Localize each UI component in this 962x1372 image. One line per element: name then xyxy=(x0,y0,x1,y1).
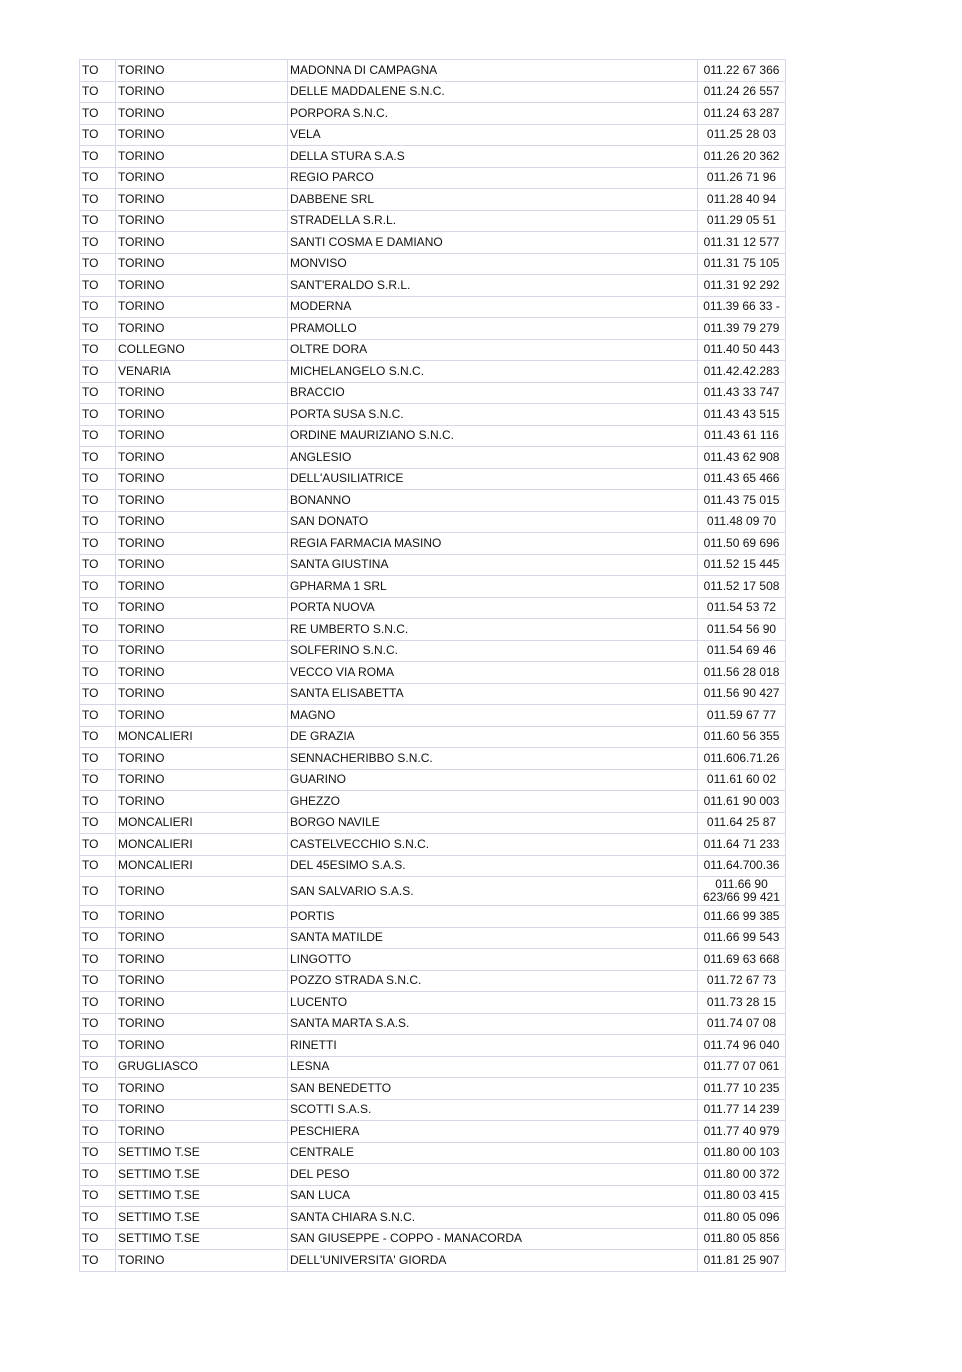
pharmacy-name-cell: DE GRAZIA xyxy=(288,726,698,748)
phone-cell: 011.77 14 239 xyxy=(698,1099,786,1121)
city-cell: SETTIMO T.SE xyxy=(116,1164,288,1186)
phone-cell: 011.43 62 908 xyxy=(698,447,786,469)
phone-cell: 011.606.71.26 xyxy=(698,748,786,770)
pharmacy-name-cell: SCOTTI S.A.S. xyxy=(288,1099,698,1121)
table-row xyxy=(80,554,786,576)
table-row xyxy=(80,382,786,404)
table-row xyxy=(80,1121,786,1143)
city-cell: TORINO xyxy=(116,404,288,426)
pharmacy-name-cell: MODERNA xyxy=(288,296,698,318)
phone-cell: 011.54 53 72 xyxy=(698,597,786,619)
province-cell: TO xyxy=(80,812,116,834)
city-cell: TORINO xyxy=(116,167,288,189)
table-row xyxy=(80,992,786,1014)
province-cell: TO xyxy=(80,1207,116,1229)
table-row xyxy=(80,949,786,971)
city-cell: TORINO xyxy=(116,468,288,490)
table-row xyxy=(80,339,786,361)
province-cell: TO xyxy=(80,619,116,641)
province-cell: TO xyxy=(80,339,116,361)
pharmacy-name-cell: SAN LUCA xyxy=(288,1185,698,1207)
city-cell: TORINO xyxy=(116,1099,288,1121)
table-row xyxy=(80,748,786,770)
province-cell: TO xyxy=(80,447,116,469)
province-cell: TO xyxy=(80,490,116,512)
city-cell: SETTIMO T.SE xyxy=(116,1228,288,1250)
pharmacy-name-cell: PRAMOLLO xyxy=(288,318,698,340)
province-cell: TO xyxy=(80,210,116,232)
city-cell: TORINO xyxy=(116,146,288,168)
city-cell: TORINO xyxy=(116,705,288,727)
phone-cell: 011.56 28 018 xyxy=(698,662,786,684)
province-cell: TO xyxy=(80,705,116,727)
phone-cell: 011.43 61 116 xyxy=(698,425,786,447)
pharmacy-name-cell: DEL PESO xyxy=(288,1164,698,1186)
table-row xyxy=(80,490,786,512)
city-cell: TORINO xyxy=(116,877,288,906)
city-cell: TORINO xyxy=(116,124,288,146)
city-cell: TORINO xyxy=(116,382,288,404)
pharmacy-name-cell: LUCENTO xyxy=(288,992,698,1014)
pharmacy-name-cell: PORTIS xyxy=(288,906,698,928)
province-cell: TO xyxy=(80,1099,116,1121)
pharmacy-name-cell: GUARINO xyxy=(288,769,698,791)
pharmacy-name-cell: BONANNO xyxy=(288,490,698,512)
province-cell: TO xyxy=(80,906,116,928)
province-cell: TO xyxy=(80,1035,116,1057)
pharmacy-name-cell: SANT'ERALDO S.R.L. xyxy=(288,275,698,297)
phone-cell: 011.77 07 061 xyxy=(698,1056,786,1078)
province-cell: TO xyxy=(80,1013,116,1035)
pharmacy-name-cell: RE UMBERTO S.N.C. xyxy=(288,619,698,641)
phone-cell: 011.22 67 366 xyxy=(698,60,786,82)
table-row xyxy=(80,726,786,748)
table-row xyxy=(80,1142,786,1164)
table-row xyxy=(80,81,786,103)
table-row xyxy=(80,855,786,877)
phone-cell: 011.54 56 90 xyxy=(698,619,786,641)
pharmacy-name-cell: PORTA NUOVA xyxy=(288,597,698,619)
phone-cell: 011.54 69 46 xyxy=(698,640,786,662)
city-cell: TORINO xyxy=(116,1250,288,1272)
table-row xyxy=(80,189,786,211)
phone-cell: 011.56 90 427 xyxy=(698,683,786,705)
pharmacy-name-cell: SAN SALVARIO S.A.S. xyxy=(288,877,698,906)
pharmacy-name-cell: ANGLESIO xyxy=(288,447,698,469)
pharmacy-name-cell: BRACCIO xyxy=(288,382,698,404)
province-cell: TO xyxy=(80,834,116,856)
province-cell: TO xyxy=(80,597,116,619)
table-row xyxy=(80,576,786,598)
pharmacy-name-cell: OLTRE DORA xyxy=(288,339,698,361)
phone-cell: 011.72 67 73 xyxy=(698,970,786,992)
phone-cell: 011.61 60 02 xyxy=(698,769,786,791)
table-row xyxy=(80,232,786,254)
phone-cell: 011.48 09 70 xyxy=(698,511,786,533)
phone-cell: 011.43 75 015 xyxy=(698,490,786,512)
city-cell: TORINO xyxy=(116,597,288,619)
province-cell: TO xyxy=(80,927,116,949)
province-cell: TO xyxy=(80,404,116,426)
province-cell: TO xyxy=(80,949,116,971)
phone-cell: 011.43 33 747 xyxy=(698,382,786,404)
table-row xyxy=(80,511,786,533)
table-row xyxy=(80,640,786,662)
city-cell: MONCALIERI xyxy=(116,812,288,834)
city-cell: TORINO xyxy=(116,554,288,576)
pharmacy-name-cell: PORPORA S.N.C. xyxy=(288,103,698,125)
table-row xyxy=(80,1078,786,1100)
phone-cell: 011.66 90 623/66 99 421 xyxy=(698,877,786,906)
pharmacy-name-cell: REGIA FARMACIA MASINO xyxy=(288,533,698,555)
phone-cell: 011.74 07 08 xyxy=(698,1013,786,1035)
city-cell: TORINO xyxy=(116,683,288,705)
pharmacy-name-cell: SAN GIUSEPPE - COPPO - MANACORDA xyxy=(288,1228,698,1250)
table-row xyxy=(80,791,786,813)
phone-cell: 011.60 56 355 xyxy=(698,726,786,748)
pharmacy-name-cell: DELLA STURA S.A.S xyxy=(288,146,698,168)
city-cell: MONCALIERI xyxy=(116,726,288,748)
phone-cell: 011.66 99 543 xyxy=(698,927,786,949)
table-row xyxy=(80,597,786,619)
province-cell: TO xyxy=(80,1228,116,1250)
table-row xyxy=(80,877,786,906)
pharmacy-name-cell: DELLE MADDALENE S.N.C. xyxy=(288,81,698,103)
phone-cell: 011.43 65 466 xyxy=(698,468,786,490)
province-cell: TO xyxy=(80,855,116,877)
pharmacy-name-cell: VECCO VIA ROMA xyxy=(288,662,698,684)
province-cell: TO xyxy=(80,970,116,992)
phone-cell: 011.39 66 33 - xyxy=(698,296,786,318)
table-row xyxy=(80,103,786,125)
table-row xyxy=(80,1035,786,1057)
table-row xyxy=(80,1164,786,1186)
province-cell: TO xyxy=(80,554,116,576)
province-cell: TO xyxy=(80,253,116,275)
pharmacy-name-cell: LINGOTTO xyxy=(288,949,698,971)
province-cell: TO xyxy=(80,361,116,383)
province-cell: TO xyxy=(80,877,116,906)
table-row xyxy=(80,275,786,297)
table-row xyxy=(80,318,786,340)
province-cell: TO xyxy=(80,748,116,770)
pharmacy-name-cell: SANTA MARTA S.A.S. xyxy=(288,1013,698,1035)
city-cell: TORINO xyxy=(116,1121,288,1143)
pharmacy-name-cell: SANTA MATILDE xyxy=(288,927,698,949)
city-cell: TORINO xyxy=(116,253,288,275)
pharmacy-name-cell: MAGNO xyxy=(288,705,698,727)
city-cell: VENARIA xyxy=(116,361,288,383)
table-row xyxy=(80,1250,786,1272)
province-cell: TO xyxy=(80,683,116,705)
table-row xyxy=(80,253,786,275)
province-cell: TO xyxy=(80,791,116,813)
province-cell: TO xyxy=(80,124,116,146)
city-cell: TORINO xyxy=(116,662,288,684)
pharmacy-name-cell: BORGO NAVILE xyxy=(288,812,698,834)
phone-cell: 011.81 25 907 xyxy=(698,1250,786,1272)
phone-cell: 011.80 00 103 xyxy=(698,1142,786,1164)
province-cell: TO xyxy=(80,275,116,297)
pharmacy-name-cell: SANTI COSMA E DAMIANO xyxy=(288,232,698,254)
province-cell: TO xyxy=(80,425,116,447)
pharmacy-table xyxy=(79,59,786,1272)
table-row xyxy=(80,662,786,684)
phone-cell: 011.61 90 003 xyxy=(698,791,786,813)
city-cell: MONCALIERI xyxy=(116,834,288,856)
pharmacy-name-cell: GPHARMA 1 SRL xyxy=(288,576,698,598)
pharmacy-name-cell: SAN BENEDETTO xyxy=(288,1078,698,1100)
table-row xyxy=(80,1099,786,1121)
pharmacy-name-cell: CASTELVECCHIO S.N.C. xyxy=(288,834,698,856)
pharmacy-name-cell: LESNA xyxy=(288,1056,698,1078)
table-row xyxy=(80,683,786,705)
pharmacy-name-cell: MONVISO xyxy=(288,253,698,275)
province-cell: TO xyxy=(80,60,116,82)
city-cell: TORINO xyxy=(116,1078,288,1100)
province-cell: TO xyxy=(80,511,116,533)
city-cell: GRUGLIASCO xyxy=(116,1056,288,1078)
city-cell: TORINO xyxy=(116,1035,288,1057)
pharmacy-name-cell: SANTA CHIARA S.N.C. xyxy=(288,1207,698,1229)
city-cell: SETTIMO T.SE xyxy=(116,1142,288,1164)
phone-cell: 011.80 05 856 xyxy=(698,1228,786,1250)
province-cell: TO xyxy=(80,103,116,125)
table-row xyxy=(80,1056,786,1078)
phone-cell: 011.77 40 979 xyxy=(698,1121,786,1143)
province-cell: TO xyxy=(80,1164,116,1186)
phone-cell: 011.74 96 040 xyxy=(698,1035,786,1057)
table-row xyxy=(80,146,786,168)
city-cell: TORINO xyxy=(116,425,288,447)
city-cell: TORINO xyxy=(116,103,288,125)
table-row xyxy=(80,619,786,641)
phone-cell: 011.66 99 385 xyxy=(698,906,786,928)
pharmacy-name-cell: VELA xyxy=(288,124,698,146)
province-cell: TO xyxy=(80,1142,116,1164)
table-row xyxy=(80,970,786,992)
city-cell: TORINO xyxy=(116,275,288,297)
phone-cell: 011.31 12 577 xyxy=(698,232,786,254)
phone-cell: 011.40 50 443 xyxy=(698,339,786,361)
pharmacy-name-cell: CENTRALE xyxy=(288,1142,698,1164)
city-cell: TORINO xyxy=(116,318,288,340)
pharmacy-name-cell: MICHELANGELO S.N.C. xyxy=(288,361,698,383)
phone-cell: 011.31 92 292 xyxy=(698,275,786,297)
province-cell: TO xyxy=(80,769,116,791)
city-cell: SETTIMO T.SE xyxy=(116,1185,288,1207)
phone-cell: 011.59 67 77 xyxy=(698,705,786,727)
table-row xyxy=(80,404,786,426)
city-cell: TORINO xyxy=(116,1013,288,1035)
phone-cell: 011.28 40 94 xyxy=(698,189,786,211)
city-cell: TORINO xyxy=(116,640,288,662)
pharmacy-name-cell: DEL 45ESIMO S.A.S. xyxy=(288,855,698,877)
city-cell: TORINO xyxy=(116,949,288,971)
city-cell: TORINO xyxy=(116,970,288,992)
province-cell: TO xyxy=(80,1185,116,1207)
table-row xyxy=(80,60,786,82)
city-cell: TORINO xyxy=(116,447,288,469)
province-cell: TO xyxy=(80,468,116,490)
province-cell: TO xyxy=(80,726,116,748)
phone-cell: 011.77 10 235 xyxy=(698,1078,786,1100)
city-cell: TORINO xyxy=(116,748,288,770)
pharmacy-name-cell: POZZO STRADA S.N.C. xyxy=(288,970,698,992)
table-row xyxy=(80,906,786,928)
phone-cell: 011.43 43 515 xyxy=(698,404,786,426)
phone-cell: 011.73 28 15 xyxy=(698,992,786,1014)
phone-cell: 011.26 20 362 xyxy=(698,146,786,168)
table-row xyxy=(80,834,786,856)
city-cell: TORINO xyxy=(116,511,288,533)
pharmacy-name-cell: SENNACHERIBBO S.N.C. xyxy=(288,748,698,770)
city-cell: TORINO xyxy=(116,927,288,949)
city-cell: TORINO xyxy=(116,992,288,1014)
pharmacy-name-cell: REGIO PARCO xyxy=(288,167,698,189)
pharmacy-name-cell: DABBENE SRL xyxy=(288,189,698,211)
province-cell: TO xyxy=(80,1250,116,1272)
pharmacy-name-cell: SANTA GIUSTINA xyxy=(288,554,698,576)
phone-cell: 011.69 63 668 xyxy=(698,949,786,971)
phone-cell: 011.80 03 415 xyxy=(698,1185,786,1207)
province-cell: TO xyxy=(80,382,116,404)
city-cell: TORINO xyxy=(116,232,288,254)
phone-cell: 011.80 00 372 xyxy=(698,1164,786,1186)
pharmacy-name-cell: RINETTI xyxy=(288,1035,698,1057)
province-cell: TO xyxy=(80,167,116,189)
table-row xyxy=(80,124,786,146)
province-cell: TO xyxy=(80,318,116,340)
table-row xyxy=(80,425,786,447)
table-row xyxy=(80,468,786,490)
phone-cell: 011.64 25 87 xyxy=(698,812,786,834)
table-row xyxy=(80,210,786,232)
phone-cell: 011.52 17 508 xyxy=(698,576,786,598)
phone-cell: 011.29 05 51 xyxy=(698,210,786,232)
city-cell: SETTIMO T.SE xyxy=(116,1207,288,1229)
phone-cell: 011.64.700.36 xyxy=(698,855,786,877)
table-row xyxy=(80,1013,786,1035)
phone-cell: 011.52 15 445 xyxy=(698,554,786,576)
province-cell: TO xyxy=(80,1078,116,1100)
city-cell: COLLEGNO xyxy=(116,339,288,361)
table-row xyxy=(80,296,786,318)
city-cell: TORINO xyxy=(116,791,288,813)
province-cell: TO xyxy=(80,992,116,1014)
province-cell: TO xyxy=(80,640,116,662)
table-row xyxy=(80,769,786,791)
pharmacy-name-cell: GHEZZO xyxy=(288,791,698,813)
phone-cell: 011.24 63 287 xyxy=(698,103,786,125)
city-cell: TORINO xyxy=(116,210,288,232)
pharmacy-name-cell: SAN DONATO xyxy=(288,511,698,533)
table-row xyxy=(80,812,786,834)
pharmacy-name-cell: DELL'UNIVERSITA' GIORDA xyxy=(288,1250,698,1272)
province-cell: TO xyxy=(80,189,116,211)
pharmacy-name-cell: STRADELLA S.R.L. xyxy=(288,210,698,232)
table-row xyxy=(80,533,786,555)
table-row xyxy=(80,1185,786,1207)
city-cell: TORINO xyxy=(116,906,288,928)
province-cell: TO xyxy=(80,662,116,684)
pharmacy-name-cell: PORTA SUSA S.N.C. xyxy=(288,404,698,426)
table-row xyxy=(80,447,786,469)
phone-cell: 011.26 71 96 xyxy=(698,167,786,189)
phone-cell: 011.42.42.283 xyxy=(698,361,786,383)
province-cell: TO xyxy=(80,576,116,598)
table-row xyxy=(80,1207,786,1229)
table-row xyxy=(80,361,786,383)
city-cell: TORINO xyxy=(116,490,288,512)
pharmacy-name-cell: SANTA ELISABETTA xyxy=(288,683,698,705)
city-cell: TORINO xyxy=(116,60,288,82)
table-row xyxy=(80,705,786,727)
table-body xyxy=(80,60,786,1272)
table-row xyxy=(80,1228,786,1250)
city-cell: TORINO xyxy=(116,769,288,791)
phone-cell: 011.25 28 03 xyxy=(698,124,786,146)
phone-cell: 011.64 71 233 xyxy=(698,834,786,856)
table-row xyxy=(80,927,786,949)
phone-cell: 011.80 05 096 xyxy=(698,1207,786,1229)
phone-cell: 011.31 75 105 xyxy=(698,253,786,275)
city-cell: MONCALIERI xyxy=(116,855,288,877)
city-cell: TORINO xyxy=(116,81,288,103)
city-cell: TORINO xyxy=(116,619,288,641)
province-cell: TO xyxy=(80,533,116,555)
pharmacy-name-cell: DELL'AUSILIATRICE xyxy=(288,468,698,490)
city-cell: TORINO xyxy=(116,533,288,555)
pharmacy-name-cell: PESCHIERA xyxy=(288,1121,698,1143)
pharmacy-name-cell: MADONNA DI CAMPAGNA xyxy=(288,60,698,82)
city-cell: TORINO xyxy=(116,189,288,211)
phone-cell: 011.50 69 696 xyxy=(698,533,786,555)
phone-cell: 011.39 79 279 xyxy=(698,318,786,340)
province-cell: TO xyxy=(80,1056,116,1078)
province-cell: TO xyxy=(80,146,116,168)
pharmacy-name-cell: ORDINE MAURIZIANO S.N.C. xyxy=(288,425,698,447)
city-cell: TORINO xyxy=(116,296,288,318)
pharmacy-name-cell: SOLFERINO S.N.C. xyxy=(288,640,698,662)
table-row xyxy=(80,167,786,189)
phone-cell: 011.24 26 557 xyxy=(698,81,786,103)
city-cell: TORINO xyxy=(116,576,288,598)
province-cell: TO xyxy=(80,232,116,254)
province-cell: TO xyxy=(80,81,116,103)
province-cell: TO xyxy=(80,296,116,318)
province-cell: TO xyxy=(80,1121,116,1143)
